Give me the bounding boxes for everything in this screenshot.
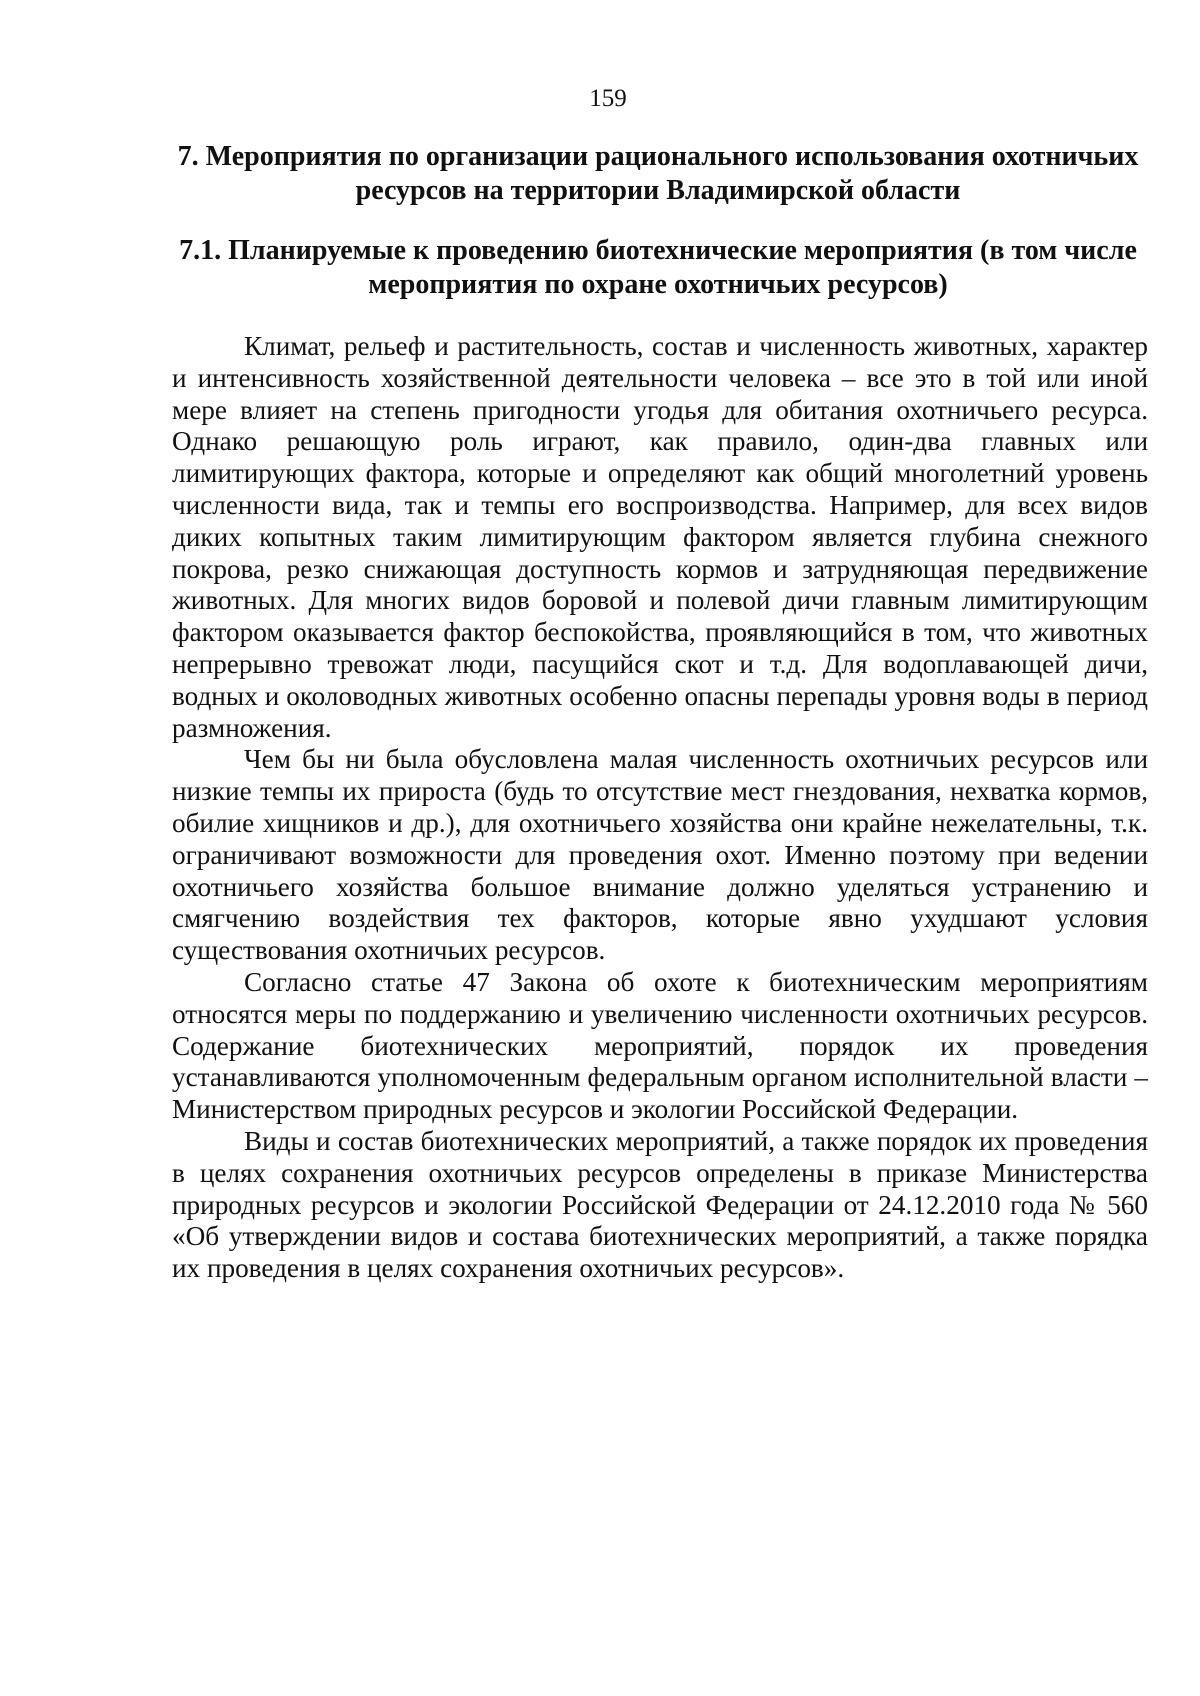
paragraph: Чем бы ни была обусловлена малая численность охотничьих ресурсов или низкие темпы их прироста (будь то отсутствие мест гнездования, нехватка кормов, обилие хищников и др.), для охотничьего хозяйства они крайне нежелательны, т.к. ограничивают возможности для проведения охот. Именно поэтому при ведении охотничьего хозяйства большое внимание должно уделяться устранению и смягчению воздействия тех факторов, которые явно ухудшают условия существования охотничьих ресурсов. <box>172 744 1148 966</box>
subsection-heading: 7.1. Планируемые к проведению биотехнические мероприятия (в том числе мероприятия по охране охотничьих ресурсов) <box>179 235 1137 300</box>
paragraph: Виды и состав биотехнических мероприятий, а также порядок их проведения в целях сохранения охотничьих ресурсов определены в приказе Министерства природных ресурсов и экологии Российской Федерации от 24.12.2010 года № 560 «Об утверждении видов и состава биотехнических мероприятий, а также порядка их проведения в целях сохранения охотничьих ресурсов». <box>172 1125 1148 1284</box>
section-heading: 7. Мероприятия по организации рационального использования охотничьих ресурсов на территории Владимирской области <box>177 141 1139 206</box>
body-text <box>172 331 1148 1285</box>
paragraph: Согласно статье 47 Закона об охоте к биотехническим мероприятиям относятся меры по поддержанию и увеличению численности охотничьих ресурсов. Содержание биотехнических мероприятий, порядок их проведения устанавливаются уполномоченным федеральным органом исполнительной власти – Министерством природных ресурсов и экологии Российской Федерации. <box>172 966 1148 1125</box>
page-number: 159 <box>589 85 627 112</box>
paragraph: Климат, рельеф и растительность, состав и численность животных, характер и интенсивность хозяйственной деятельности человека – все это в той или иной мере влияет на степень пригодности угодья для обитания охотничьего ресурса. Однако решающую роль играют, как правило, один-два главных или лимитирующих фактора, которые и определяют как общий многолетний уровень численности вида, так и темпы его воспроизводства. Например, для всех видов диких копытных таким лимитирующим фактором является глубина снежного покрова, резко снижающая доступность кормов и затрудняющая передвижение животных. Для многих видов боровой и полевой дичи главным лимитирующим фактором оказывается фактор беспокойства, проявляющийся в том, что животных непрерывно тревожат люди, пасущийся скот и т.д. Для водоплавающей дичи, водных и околоводных животных особенно опасны перепады уровня воды в период размножения. <box>172 331 1148 743</box>
